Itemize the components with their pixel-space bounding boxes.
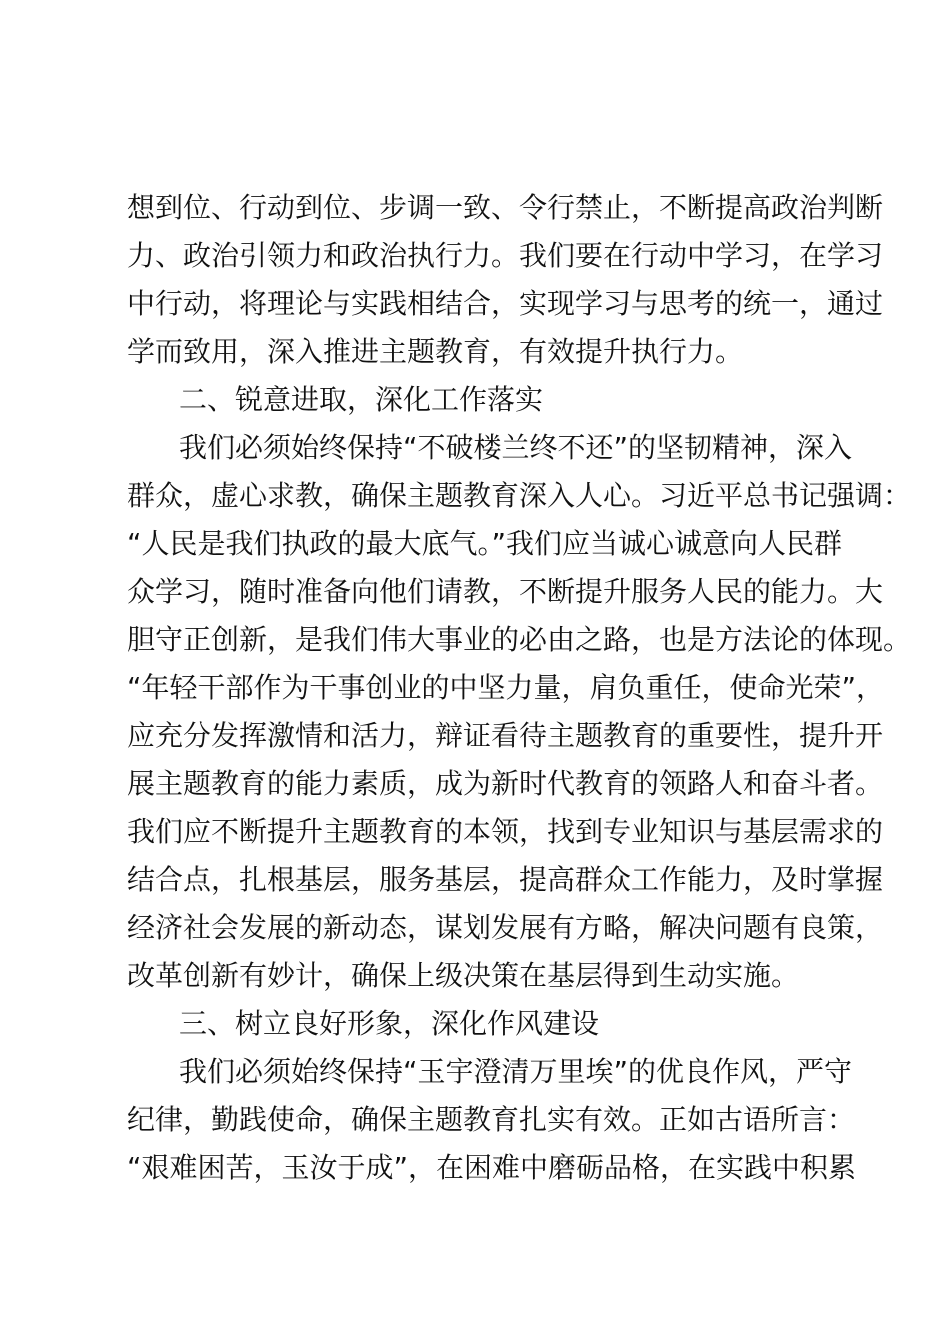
body-text [127, 184, 912, 1192]
text-line: 我们必须始终保持“不破楼兰终不还”的坚韧精神，深入 [179, 431, 853, 464]
text-line: 我们应不断提升主题教育的本领，找到专业知识与基层需求的 [127, 815, 884, 848]
section-heading: 三、树立良好形象，深化作风建设 [179, 1007, 600, 1040]
text-line: 中行动，将理论与实践相结合，实现学习与思考的统一，通过 [127, 287, 884, 320]
text-line: “人民是我们执政的最大底气。”我们应当诚心诚意向人民群 [127, 527, 843, 560]
text-line: 我们必须始终保持“玉宇澄清万里埃”的优良作风，严守 [179, 1055, 853, 1088]
text-line: 应充分发挥激情和活力，辩证看待主题教育的重要性，提升开 [127, 719, 884, 752]
text-line: 展主题教育的能力素质，成为新时代教育的领路人和奋斗者。 [127, 767, 884, 800]
text-line: 想到位、行动到位、步调一致、令行禁止，不断提高政治判断 [127, 191, 884, 224]
text-line: 纪律，勤践使命，确保主题教育扎实有效。正如古语所言： [127, 1103, 856, 1136]
text-line: “艰难困苦，玉汝于成”，在困难中磨砺品格，在实践中积累 [127, 1151, 857, 1184]
text-line: 胆守正创新，是我们伟大事业的必由之路，也是方法论的体现。 [127, 623, 912, 656]
text-line: 经济社会发展的新动态，谋划发展有方略，解决问题有良策， [127, 911, 884, 944]
text-line: 群众，虚心求教，确保主题教育深入人心。习近平总书记强调： [127, 479, 912, 512]
text-line: 改革创新有妙计，确保上级决策在基层得到生动实施。 [127, 959, 800, 992]
text-line: 学而致用，深入推进主题教育，有效提升执行力。 [127, 335, 744, 368]
section-heading: 二、锐意进取，深化工作落实 [179, 383, 544, 416]
text-line: 众学习，随时准备向他们请教，不断提升服务人民的能力。大 [127, 575, 884, 608]
text-line: “年轻干部作为干事创业的中坚力量，肩负重任，使命光荣”， [127, 671, 885, 704]
text-line: 结合点，扎根基层，服务基层，提高群众工作能力，及时掌握 [127, 863, 884, 896]
text-line: 力、政治引领力和政治执行力。我们要在行动中学习，在学习 [127, 239, 884, 272]
